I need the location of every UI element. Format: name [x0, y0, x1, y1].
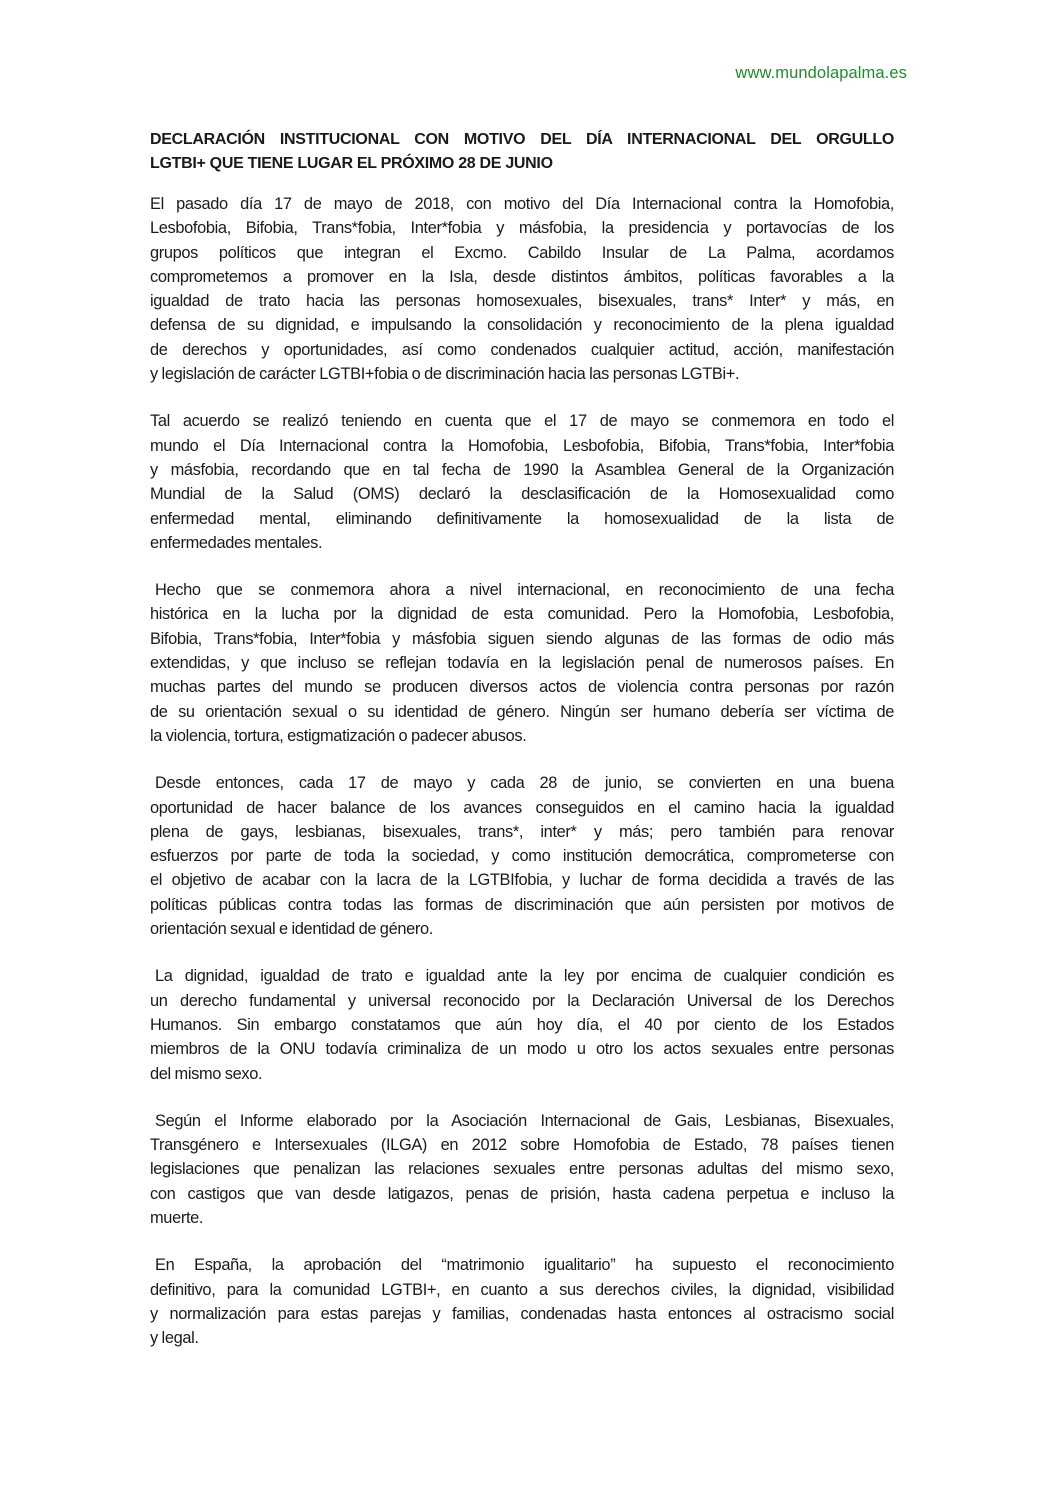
text-line: esfuerzos por parte de toda la sociedad, y como institución democrática, comprometerse con	[150, 847, 894, 866]
text-line: con castigos que van desde latigazos, penas de prisión, hasta cadena perpetua e incluso la	[150, 1184, 894, 1203]
text-line: extendidas, y que incluso se reflejan todavía en la legislación penal de numerosos países. En	[150, 654, 894, 673]
text-line: Tal acuerdo se realizó teniendo en cuenta que el 17 de mayo se conmemora en todo el	[150, 412, 894, 431]
text-line: mundo el Día Internacional contra la Homofobia, Lesbofobia, Bifobia, Trans*fobia, Inter*fobia	[150, 436, 894, 455]
text-line: igualdad de trato hacia las personas homosexuales, bisexuales, trans* Inter* y más, en	[150, 292, 894, 311]
text-line: el objetivo de acabar con la lacra de la LGTBIfobia, y luchar de forma decidida a través de las	[150, 871, 894, 890]
document-title	[150, 128, 894, 176]
text-line: y másfobia, recordando que en tal fecha de 1990 la Asamblea General de la Organización	[150, 460, 894, 479]
text-line: y legislación de carácter LGTBI+fobia o de discriminación hacia las personas LGTBi+.	[150, 365, 740, 384]
paragraph-4	[150, 771, 894, 941]
text-line: enfermedades mentales.	[150, 533, 323, 552]
paragraph-6	[150, 1109, 894, 1230]
text-line: En España, la aprobación del “matrimonio igualitario” ha supuesto el reconocimiento	[155, 1256, 894, 1275]
paragraph-2	[150, 409, 894, 555]
text-line: Desde entonces, cada 17 de mayo y cada 28 de junio, se convierten en una buena	[155, 774, 894, 793]
text-line: definitivo, para la comunidad LGTBI+, en cuanto a sus derechos civiles, la dignidad, visibilidad	[150, 1280, 894, 1299]
text-line: Transgénero e Intersexuales (ILGA) en 2012 sobre Homofobia de Estado, 78 países tienen	[150, 1136, 894, 1155]
text-line: y normalización para estas parejas y familias, condenadas hasta entonces al ostracismo social	[150, 1304, 894, 1323]
text-line: Humanos. Sin embargo constatamos que aún hoy día, el 40 por ciento de los Estados	[150, 1015, 894, 1034]
text-line: del mismo sexo.	[150, 1064, 263, 1083]
text-line: plena de gays, lesbianas, bisexuales, trans*, inter* y más; pero también para renovar	[150, 822, 894, 841]
text-line: y legal.	[150, 1329, 199, 1348]
text-line: miembros de la ONU todavía criminaliza de un modo u otro los actos sexuales entre personas	[150, 1040, 894, 1059]
site-link[interactable]: www.mundolapalma.es	[735, 64, 907, 82]
text-line: grupos políticos que integran el Excmo. Cabildo Insular de La Palma, acordamos	[150, 243, 894, 262]
text-line: defensa de su dignidad, e impulsando la consolidación y reconocimiento de la plena igualdad	[150, 316, 894, 335]
text-line: Bifobia, Trans*fobia, Inter*fobia y másfobia siguen siendo algunas de las formas de odio más	[150, 629, 894, 648]
title-line: DECLARACIÓN INSTITUCIONAL CON MOTIVO DEL DÍA INTERNACIONAL DEL ORGULLO	[150, 131, 894, 148]
text-line: políticas públicas contra todas las formas de discriminación que aún persisten por motivos de	[150, 895, 894, 914]
title-line: LGTBI+ QUE TIENE LUGAR EL PRÓXIMO 28 DE JUNIO	[150, 155, 553, 172]
text-line: histórica en la lucha por la dignidad de esta comunidad. Pero la Homofobia, Lesbofobia,	[150, 605, 894, 624]
paragraph-3	[150, 578, 894, 748]
text-line: muerte.	[150, 1208, 204, 1227]
text-line: La dignidad, igualdad de trato e igualdad ante la ley por encima de cualquier condición es	[155, 967, 894, 986]
paragraph-7	[150, 1253, 894, 1350]
document-page	[150, 128, 894, 1373]
text-line: enfermedad mental, eliminando definitivamente la homosexualidad de la lista de	[150, 509, 894, 528]
text-line: orientación sexual e identidad de género.	[150, 920, 433, 939]
paragraph-1	[150, 192, 894, 386]
text-line: El pasado día 17 de mayo de 2018, con motivo del Día Internacional contra la Homofobia,	[150, 195, 894, 213]
text-line: Hecho que se conmemora ahora a nivel internacional, en reconocimiento de una fecha	[155, 581, 894, 600]
text-line: la violencia, tortura, estigmatización o padecer abusos.	[150, 726, 527, 745]
text-line: un derecho fundamental y universal reconocido por la Declaración Universal de los Derechos	[150, 991, 894, 1010]
text-line: oportunidad de hacer balance de los avances conseguidos en el camino hacia la igualdad	[150, 798, 894, 817]
text-line: legislaciones que penalizan las relaciones sexuales entre personas adultas del mismo sexo,	[150, 1160, 894, 1179]
text-line: muchas partes del mundo se producen diversos actos de violencia contra personas por razón	[150, 678, 894, 697]
text-line: Mundial de la Salud (OMS) declaró la desclasificación de la Homosexualidad como	[150, 485, 894, 504]
text-line: de derechos y oportunidades, así como condenados cualquier actitud, acción, manifestación	[150, 340, 894, 359]
text-line: Según el Informe elaborado por la Asociación Internacional de Gais, Lesbianas, Bisexuales,	[155, 1111, 894, 1130]
text-line: comprometemos a promover en la Isla, desde distintos ámbitos, políticas favorables a la	[150, 267, 894, 286]
text-line: de su orientación sexual o su identidad de género. Ningún ser humano debería ser víctima de	[150, 702, 894, 721]
paragraph-5	[150, 964, 894, 1085]
text-line: Lesbofobia, Bifobia, Trans*fobia, Inter*fobia y másfobia, la presidencia y portavocías de los	[150, 219, 894, 238]
